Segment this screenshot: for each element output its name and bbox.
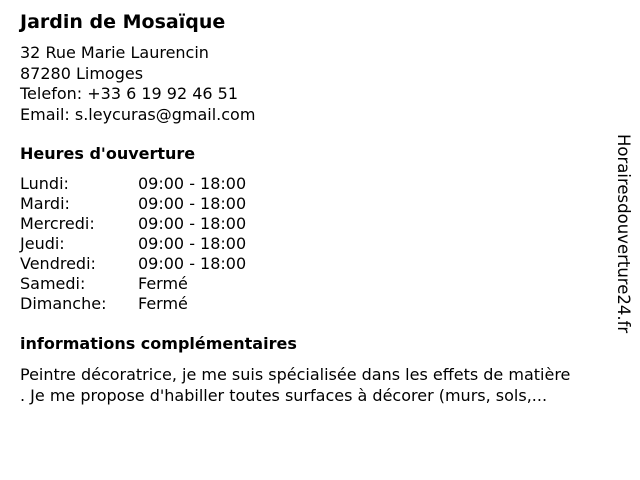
additional-info-heading: informations complémentaires: [20, 334, 297, 353]
day-label: Vendredi:: [20, 254, 96, 273]
business-description: [20, 364, 620, 406]
watermark-text: Horairesdouverture24.fr: [614, 134, 633, 334]
day-hours: 09:00 - 18:00: [138, 234, 247, 253]
opening-hours-heading: Heures d'ouverture: [20, 144, 196, 163]
day-label: Mardi:: [20, 194, 70, 213]
day-label: Dimanche:: [20, 294, 107, 313]
phone-number: Telefon: +33 6 19 92 46 51: [20, 84, 239, 103]
business-name: Jardin de Mosaïque: [20, 11, 226, 33]
address-block: [20, 43, 255, 125]
day-label: Mercredi:: [20, 214, 95, 233]
day-hours: 09:00 - 18:00: [138, 214, 247, 233]
day-hours: 09:00 - 18:00: [138, 254, 247, 273]
street-address: 32 Rue Marie Laurencin: [20, 43, 209, 62]
day-hours: 09:00 - 18:00: [138, 194, 247, 213]
day-label: Jeudi:: [20, 234, 65, 253]
day-hours: 09:00 - 18:00: [138, 174, 247, 193]
description-line: . Je me propose d'habiller toutes surfaces à décorer (murs, sols,...: [20, 386, 548, 405]
day-label: Samedi:: [20, 274, 86, 293]
day-hours: Fermé: [138, 274, 188, 293]
email-address: Email: s.leycuras@gmail.com: [20, 104, 256, 124]
day-label: Lundi:: [20, 174, 69, 193]
description-line: Peintre décoratrice, je me suis spécialisée dans les effets de matière: [20, 365, 571, 384]
day-hours: Fermé: [138, 294, 188, 313]
site-watermark: [612, 134, 634, 344]
city-postcode: 87280 Limoges: [20, 63, 144, 83]
